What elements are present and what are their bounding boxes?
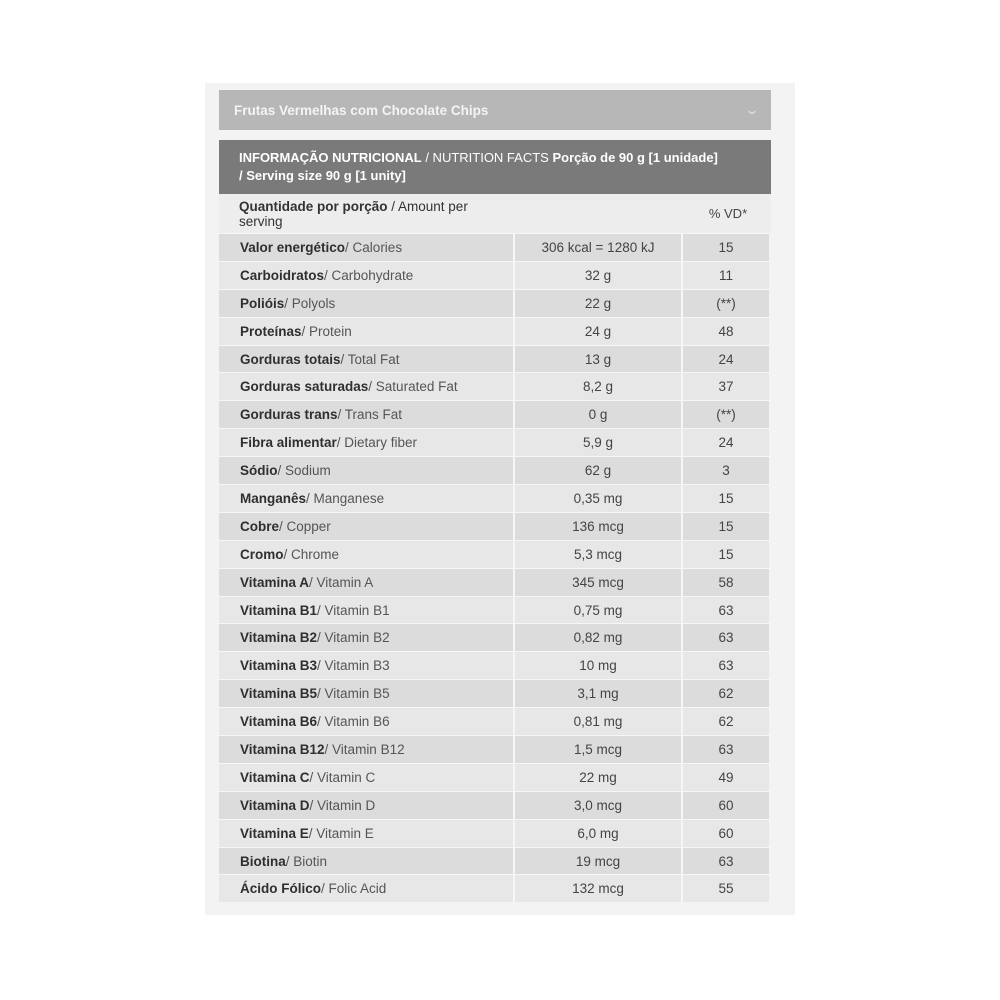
header-serving-en: / Serving size 90 g [1 unity] bbox=[239, 168, 406, 183]
nutrient-name-pt: Valor energético bbox=[240, 239, 346, 255]
header-serving-pt: Porção de 90 g [1 unidade] bbox=[552, 150, 718, 165]
header-label-pt: INFORMAÇÃO NUTRICIONAL bbox=[239, 150, 422, 165]
nutrient-amount: 6,0 mg bbox=[515, 820, 683, 847]
nutrient-name-pt: Gorduras trans bbox=[240, 407, 338, 423]
nutrient-name bbox=[219, 764, 515, 791]
nutrient-name-pt: Vitamina B2 bbox=[240, 630, 318, 646]
nutrient-name-en: / Copper bbox=[279, 518, 331, 534]
nutrient-amount: 0,35 mg bbox=[515, 485, 683, 512]
nutrient-amount: 0,81 mg bbox=[515, 708, 683, 735]
nutrient-amount: 19 mcg bbox=[515, 848, 683, 875]
nutrient-name bbox=[219, 290, 515, 317]
nutrient-name-en: / Biotin bbox=[285, 853, 328, 869]
nutrient-name-en: / Vitamin B6 bbox=[317, 714, 390, 730]
nutrient-name-pt: Cobre bbox=[240, 518, 280, 534]
nutrient-daily-value: 63 bbox=[683, 652, 769, 679]
amount-label-en: / Amount per serving bbox=[239, 198, 468, 229]
nutrient-name-pt: Biotina bbox=[240, 853, 286, 869]
nutrition-table-subheader bbox=[219, 194, 771, 233]
nutrient-name-pt: Vitamina B6 bbox=[240, 714, 318, 730]
nutrient-name-pt: Ácido Fólico bbox=[240, 881, 321, 897]
nutrient-amount: 5,3 mcg bbox=[515, 541, 683, 568]
nutrient-amount: 5,9 g bbox=[515, 429, 683, 456]
table-row bbox=[219, 289, 771, 317]
nutrient-name bbox=[219, 569, 515, 596]
nutrient-daily-value: 62 bbox=[683, 680, 769, 707]
nutrient-name bbox=[219, 875, 515, 902]
nutrient-daily-value: 15 bbox=[683, 513, 769, 540]
nutrient-name-en: / Carbohydrate bbox=[324, 267, 414, 283]
nutrient-name-en: / Vitamin B3 bbox=[317, 658, 390, 674]
nutrient-name-en: / Saturated Fat bbox=[368, 379, 458, 395]
nutrient-name-pt: Fibra alimentar bbox=[240, 435, 337, 451]
nutrient-name-en: / Vitamin E bbox=[308, 825, 374, 841]
nutrient-name-en: / Trans Fat bbox=[337, 407, 403, 423]
nutrient-daily-value: 63 bbox=[683, 597, 769, 624]
table-row bbox=[219, 512, 771, 540]
nutrient-name-en: / Polyols bbox=[284, 295, 336, 311]
nutrient-daily-value: 15 bbox=[683, 234, 769, 261]
nutrient-name bbox=[219, 401, 515, 428]
nutrient-daily-value: 58 bbox=[683, 569, 769, 596]
nutrient-amount: 132 mcg bbox=[515, 875, 683, 902]
nutrient-daily-value: 3 bbox=[683, 457, 769, 484]
nutrition-table-header bbox=[219, 140, 771, 194]
nutrient-daily-value: 49 bbox=[683, 764, 769, 791]
table-row bbox=[219, 819, 771, 847]
nutrient-amount: 136 mcg bbox=[515, 513, 683, 540]
nutrient-daily-value: 24 bbox=[683, 346, 769, 373]
nutrient-daily-value: 37 bbox=[683, 373, 769, 400]
nutrient-amount: 0,75 mg bbox=[515, 597, 683, 624]
nutrient-daily-value: 55 bbox=[683, 875, 769, 902]
table-row bbox=[219, 428, 771, 456]
header-label-en: / NUTRITION FACTS bbox=[421, 150, 553, 165]
nutrient-name bbox=[219, 708, 515, 735]
nutrient-daily-value: 63 bbox=[683, 736, 769, 763]
nutrient-daily-value: (**) bbox=[683, 401, 769, 428]
nutrient-name-pt: Manganês bbox=[240, 490, 307, 506]
nutrient-name-pt: Sódio bbox=[240, 463, 278, 479]
nutrient-name-pt: Vitamina A bbox=[240, 574, 310, 590]
nutrient-name-pt: Vitamina B3 bbox=[240, 658, 318, 674]
nutrition-table bbox=[219, 140, 771, 902]
table-row bbox=[219, 623, 771, 651]
nutrient-name-en: / Chrome bbox=[283, 546, 340, 562]
nutrient-name bbox=[219, 234, 515, 261]
table-row bbox=[219, 847, 771, 875]
nutrient-name-en: / Total Fat bbox=[340, 351, 400, 367]
nutrient-name bbox=[219, 652, 515, 679]
table-row bbox=[219, 317, 771, 345]
nutrient-daily-value: 62 bbox=[683, 708, 769, 735]
table-row bbox=[219, 596, 771, 624]
nutrient-name bbox=[219, 820, 515, 847]
table-row bbox=[219, 735, 771, 763]
nutrient-amount: 62 g bbox=[515, 457, 683, 484]
nutrient-name-en: / Calories bbox=[345, 239, 403, 255]
table-row bbox=[219, 763, 771, 791]
nutrient-name bbox=[219, 597, 515, 624]
nutrient-daily-value: 63 bbox=[683, 848, 769, 875]
nutrient-name bbox=[219, 624, 515, 651]
nutrient-name-en: / Sodium bbox=[277, 463, 331, 479]
nutrient-name-en: / Folic Acid bbox=[321, 881, 387, 897]
nutrient-amount: 3,1 mg bbox=[515, 680, 683, 707]
table-row bbox=[219, 707, 771, 735]
nutrient-name-pt: Vitamina E bbox=[240, 825, 309, 841]
product-accordion-header[interactable] bbox=[219, 90, 771, 130]
nutrient-name-pt: Vitamina B1 bbox=[240, 602, 318, 618]
nutrient-name-en: / Vitamin A bbox=[309, 574, 374, 590]
nutrient-amount: 306 kcal = 1280 kJ bbox=[515, 234, 683, 261]
nutrient-name bbox=[219, 457, 515, 484]
nutrient-name-pt: Vitamina B5 bbox=[240, 686, 318, 702]
nutrient-name bbox=[219, 346, 515, 373]
nutrient-daily-value: 48 bbox=[683, 318, 769, 345]
nutrient-name-en: / Vitamin B1 bbox=[317, 602, 390, 618]
table-row bbox=[219, 484, 771, 512]
nutrient-name bbox=[219, 680, 515, 707]
nutrient-name bbox=[219, 541, 515, 568]
nutrient-name-pt: Polióis bbox=[240, 295, 285, 311]
table-row bbox=[219, 372, 771, 400]
nutrient-amount: 345 mcg bbox=[515, 569, 683, 596]
table-row bbox=[219, 679, 771, 707]
nutrient-amount: 22 mg bbox=[515, 764, 683, 791]
nutrient-daily-value: 60 bbox=[683, 820, 769, 847]
table-row bbox=[219, 345, 771, 373]
nutrient-name-pt: Vitamina C bbox=[240, 769, 310, 785]
nutrient-name-pt: Cromo bbox=[240, 546, 284, 562]
nutrient-name-en: / Vitamin C bbox=[309, 769, 376, 785]
table-row bbox=[219, 568, 771, 596]
nutrient-name-pt: Carboidratos bbox=[240, 267, 325, 283]
nutrient-daily-value: (**) bbox=[683, 290, 769, 317]
nutrient-daily-value: 24 bbox=[683, 429, 769, 456]
nutrient-amount: 22 g bbox=[515, 290, 683, 317]
nutrient-name-pt: Vitamina B12 bbox=[240, 741, 325, 757]
daily-value-label: % VD* bbox=[708, 206, 748, 221]
nutrient-name bbox=[219, 792, 515, 819]
table-row bbox=[219, 791, 771, 819]
nutrient-daily-value: 60 bbox=[683, 792, 769, 819]
amount-per-serving-label bbox=[219, 199, 515, 229]
nutrient-name bbox=[219, 485, 515, 512]
nutrient-daily-value: 63 bbox=[683, 624, 769, 651]
nutrient-name bbox=[219, 429, 515, 456]
nutrient-name bbox=[219, 736, 515, 763]
nutrient-name bbox=[219, 373, 515, 400]
nutrient-daily-value: 11 bbox=[683, 262, 769, 289]
table-row bbox=[219, 540, 771, 568]
nutrient-name-en: / Protein bbox=[301, 323, 352, 339]
table-row bbox=[219, 456, 771, 484]
nutrient-name-en: / Vitamin B5 bbox=[317, 686, 390, 702]
amount-label-pt: Quantidade por porção bbox=[239, 198, 388, 214]
nutrition-rows bbox=[219, 233, 771, 902]
nutrient-daily-value: 15 bbox=[683, 485, 769, 512]
nutrient-amount: 13 g bbox=[515, 346, 683, 373]
nutrient-amount: 8,2 g bbox=[515, 373, 683, 400]
nutrient-amount: 10 mg bbox=[515, 652, 683, 679]
table-row bbox=[219, 874, 771, 902]
nutrient-name-en: / Vitamin B2 bbox=[317, 630, 390, 646]
nutrient-daily-value: 15 bbox=[683, 541, 769, 568]
table-row bbox=[219, 233, 771, 261]
nutrient-amount: 0 g bbox=[515, 401, 683, 428]
nutrient-name bbox=[219, 262, 515, 289]
table-row bbox=[219, 400, 771, 428]
chevron-down-icon[interactable]: ⌄ bbox=[744, 103, 760, 117]
nutrient-name bbox=[219, 318, 515, 345]
nutrient-amount: 1,5 mcg bbox=[515, 736, 683, 763]
nutrient-amount: 3,0 mcg bbox=[515, 792, 683, 819]
table-row bbox=[219, 651, 771, 679]
nutrient-name-en: / Vitamin B12 bbox=[324, 741, 405, 757]
nutrient-amount: 24 g bbox=[515, 318, 683, 345]
nutrient-amount: 0,82 mg bbox=[515, 624, 683, 651]
nutrient-name-pt: Vitamina D bbox=[240, 797, 310, 813]
nutrient-amount: 32 g bbox=[515, 262, 683, 289]
nutrient-name-en: / Vitamin D bbox=[309, 797, 376, 813]
nutrient-name-en: / Dietary fiber bbox=[336, 435, 418, 451]
nutrient-name bbox=[219, 513, 515, 540]
nutrient-name-en: / Manganese bbox=[306, 490, 385, 506]
accordion-title: Frutas Vermelhas com Chocolate Chips bbox=[234, 102, 489, 118]
nutrient-name bbox=[219, 848, 515, 875]
table-row bbox=[219, 261, 771, 289]
nutrient-name-pt: Proteínas bbox=[240, 323, 302, 339]
nutrient-name-pt: Gorduras saturadas bbox=[240, 379, 369, 395]
nutrient-name-pt: Gorduras totais bbox=[240, 351, 341, 367]
